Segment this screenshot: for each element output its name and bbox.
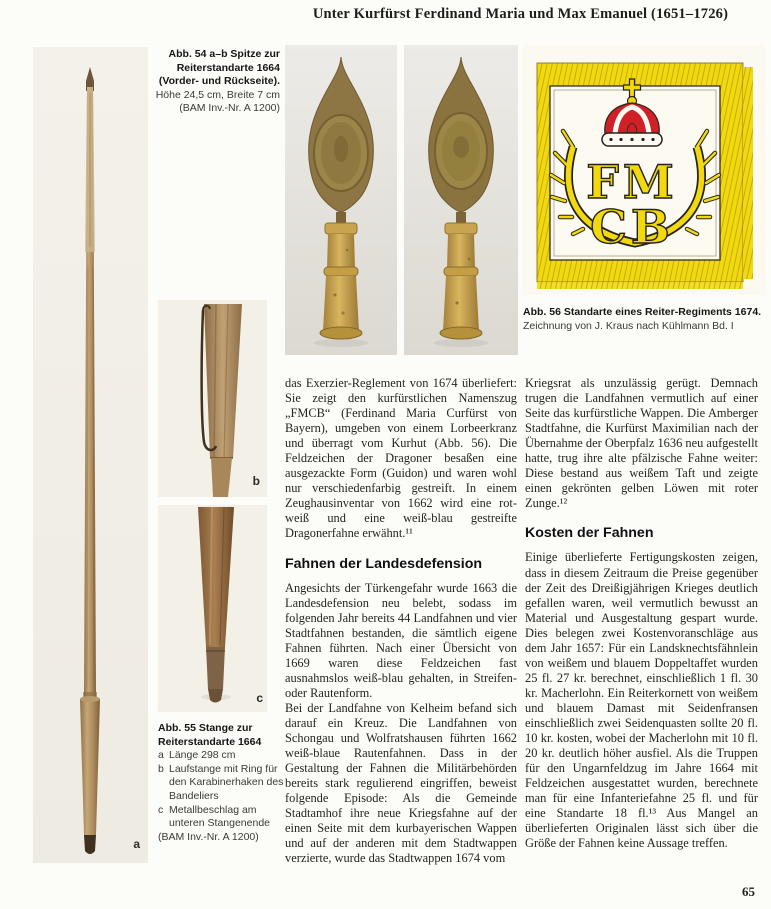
- metal-ferrule-icon: [206, 647, 225, 689]
- finial-front-drawing: [285, 45, 397, 355]
- paragraph: das Exerzier-Reglement von 1674 überliefert: Sie zeigt den kurfürstlichen Namenszug „FMCB“ (Ferdinand Maria Curfürst von Bayern), umgeben von einem Lorbeerkranz und überragt vom Kurhut (Abb. 56). Die Feldzeichen der Dragoner besaßen eine ausgezackte Form (Guidon) und waren wohl nur verschiedenfarbig gestreift. In einem Zeughausinventar von 1662 wird eine rot-weiß und eine weiß-blau gestreifte Dragonerfahne erwähnt.¹¹: [285, 376, 517, 541]
- section-heading-landesdefension: Fahnen der Landesdefension: [285, 555, 483, 572]
- text-column-left: [285, 376, 517, 866]
- caption-abb54-regular: Höhe 24,5 cm, Breite 7 cm (BAM Inv.-Nr. A 1200): [155, 88, 280, 115]
- caption-abb55-item-b: [158, 763, 286, 804]
- flag-monogram-line2: CB: [590, 200, 674, 254]
- item-text: Metallbeschlag am unteren Stangenende: [169, 803, 271, 830]
- pole-detail-c-photo: [158, 505, 267, 712]
- finial-front-photo: [285, 45, 397, 355]
- text-column-right: [525, 376, 758, 851]
- figure-label-b: b: [252, 474, 260, 488]
- item-marker: a: [158, 749, 164, 762]
- caption-abb55-item-a: [158, 749, 286, 763]
- figure-label-a: a: [133, 837, 140, 851]
- item-text: Laufstange mit Ring für den Karabinerhaken des Bandeliers: [169, 762, 284, 802]
- pole-detail-b-drawing: [158, 300, 267, 497]
- lance-photo: [33, 47, 148, 863]
- pole-detail-c-drawing: [158, 505, 267, 712]
- section-heading-kosten: Kosten der Fahnen: [525, 525, 654, 542]
- page-number: 65: [742, 884, 755, 899]
- caption-abb55-bold: Abb. 55 Stange zur Reiterstandarte 1664: [158, 722, 262, 748]
- finial-back-photo: [404, 45, 518, 355]
- pole-detail-b-photo: [158, 300, 267, 497]
- caption-abb56-bold: Abb. 56 Standarte eines Reiter-Regiments 1674.: [523, 306, 762, 318]
- caption-abb54: [150, 48, 280, 116]
- caption-abb56: [523, 306, 769, 333]
- paragraph: Angesichts der Türkengefahr wurde 1663 die Landesdefension neu belebt, sodass im folgenden Jahr bereits 44 Landfahnen und vier Stadtfahnen bestanden, die sämtlich eigene Fahnen führten. Nach einer Übersicht von 1669 waren diese Feldzeichen fast ausnahmslos weiß-blau gehalten, in Streifen- oder Rautenform.: [285, 580, 517, 700]
- caption-abb55-inventory: (BAM Inv.-Nr. A 1200): [158, 830, 259, 843]
- finial-back-drawing: [404, 45, 518, 355]
- paragraph: Bei der Landfahne von Kelheim befand sich darauf ein Kreuz. Die Landfahnen von Schongau und Wolfratshausen führten 1662 weiß-blaue Rautenfahnen. Dass in der Gestaltung der Fahnen die Militärbehörden bereits stark regulierend eingriffen, beweist folgende Episode: Als die Gemeinde Stadtamhof ihre neue Kriegsfahne auf der einen Seite mit dem kurbayerischen Wappen und auf der anderen mit dem Stadtwappen verzierte, wurde das Stadtwappen 1674 vom: [285, 700, 517, 866]
- page-title: Unter Kurfürst Ferdinand Maria und Max Emanuel (1651–1726): [312, 6, 729, 22]
- paragraph: Kriegsrat als unzulässig gerügt. Demnach trugen die Landfahnen vermutlich auf einer Seite das kurfürstliche Wappen. Die Amberger Stadtfahne, die Kurfürst Maximilian nach der Übernahme der Oberpfalz 1636 neu aufgestellt hatte, trug ihre alte pfälzische Fahne weiter: Diese bestand aus weißem Taft und zeigte einen gekrönten gelben Löwen mit roter Zunge.¹²: [525, 376, 758, 511]
- item-marker: b: [158, 762, 164, 775]
- flag-monogram-line1: FM: [586, 155, 678, 209]
- item-marker: c: [158, 803, 164, 816]
- caption-abb54-bold: Abb. 54 a–b Spitze zur Reiterstandarte 1664 (Vorder- und Rückseite).: [158, 48, 280, 88]
- standard-flag-drawing: [523, 45, 765, 295]
- paragraph: Einige überlieferte Fertigungskosten zeigen, dass in diesem Zeitraum die Preise gegenüber der Zeit des Dreißigjährigen Krieges deutlich gefallen waren, weil vermutlich bewusst an Material und Ausgestaltung gespart wurde. Dies belegen zwei Kostenvoranschläge aus dem Jahr 1657: Für ein Landsknechtsfähnlein von weißem und blauem Doppeltaffet wurden 25 fl. 27 kr. berechnet, einschließlich 1 fl. 30 kr. Macherlohn. Ein Reiterkornett von weißem und blauem Damast mit Seidenfransen einschließlich zwei Seidenquasten sollte 20 fl. 10 kr. kosten, wobei der Macherlohn mit 10 fl. 20 kr. deutlich höher ausfiel. Als die Truppen für den Ungarnfeldzug im Jahre 1664 mit Feldzeichen ausgestattet wurden, berechnete man für eine Infanteriefahne 25 fl. und für eine Standarte 18 fl.¹³ Aus Mangel an überlieferten Originalen lässt sich über die Größe der Fahnen keine Aussage treffen.: [525, 550, 758, 851]
- flag-svg: [523, 45, 765, 295]
- figure-label-c: c: [256, 691, 263, 705]
- caption-abb55-item-c: [158, 804, 286, 831]
- item-text: Länge 298 cm: [169, 749, 236, 762]
- caption-abb56-regular: Zeichnung von J. Kraus nach Kühlmann Bd. I: [523, 319, 734, 332]
- caption-abb55: [158, 722, 286, 844]
- lance-pole-drawing: [33, 47, 148, 863]
